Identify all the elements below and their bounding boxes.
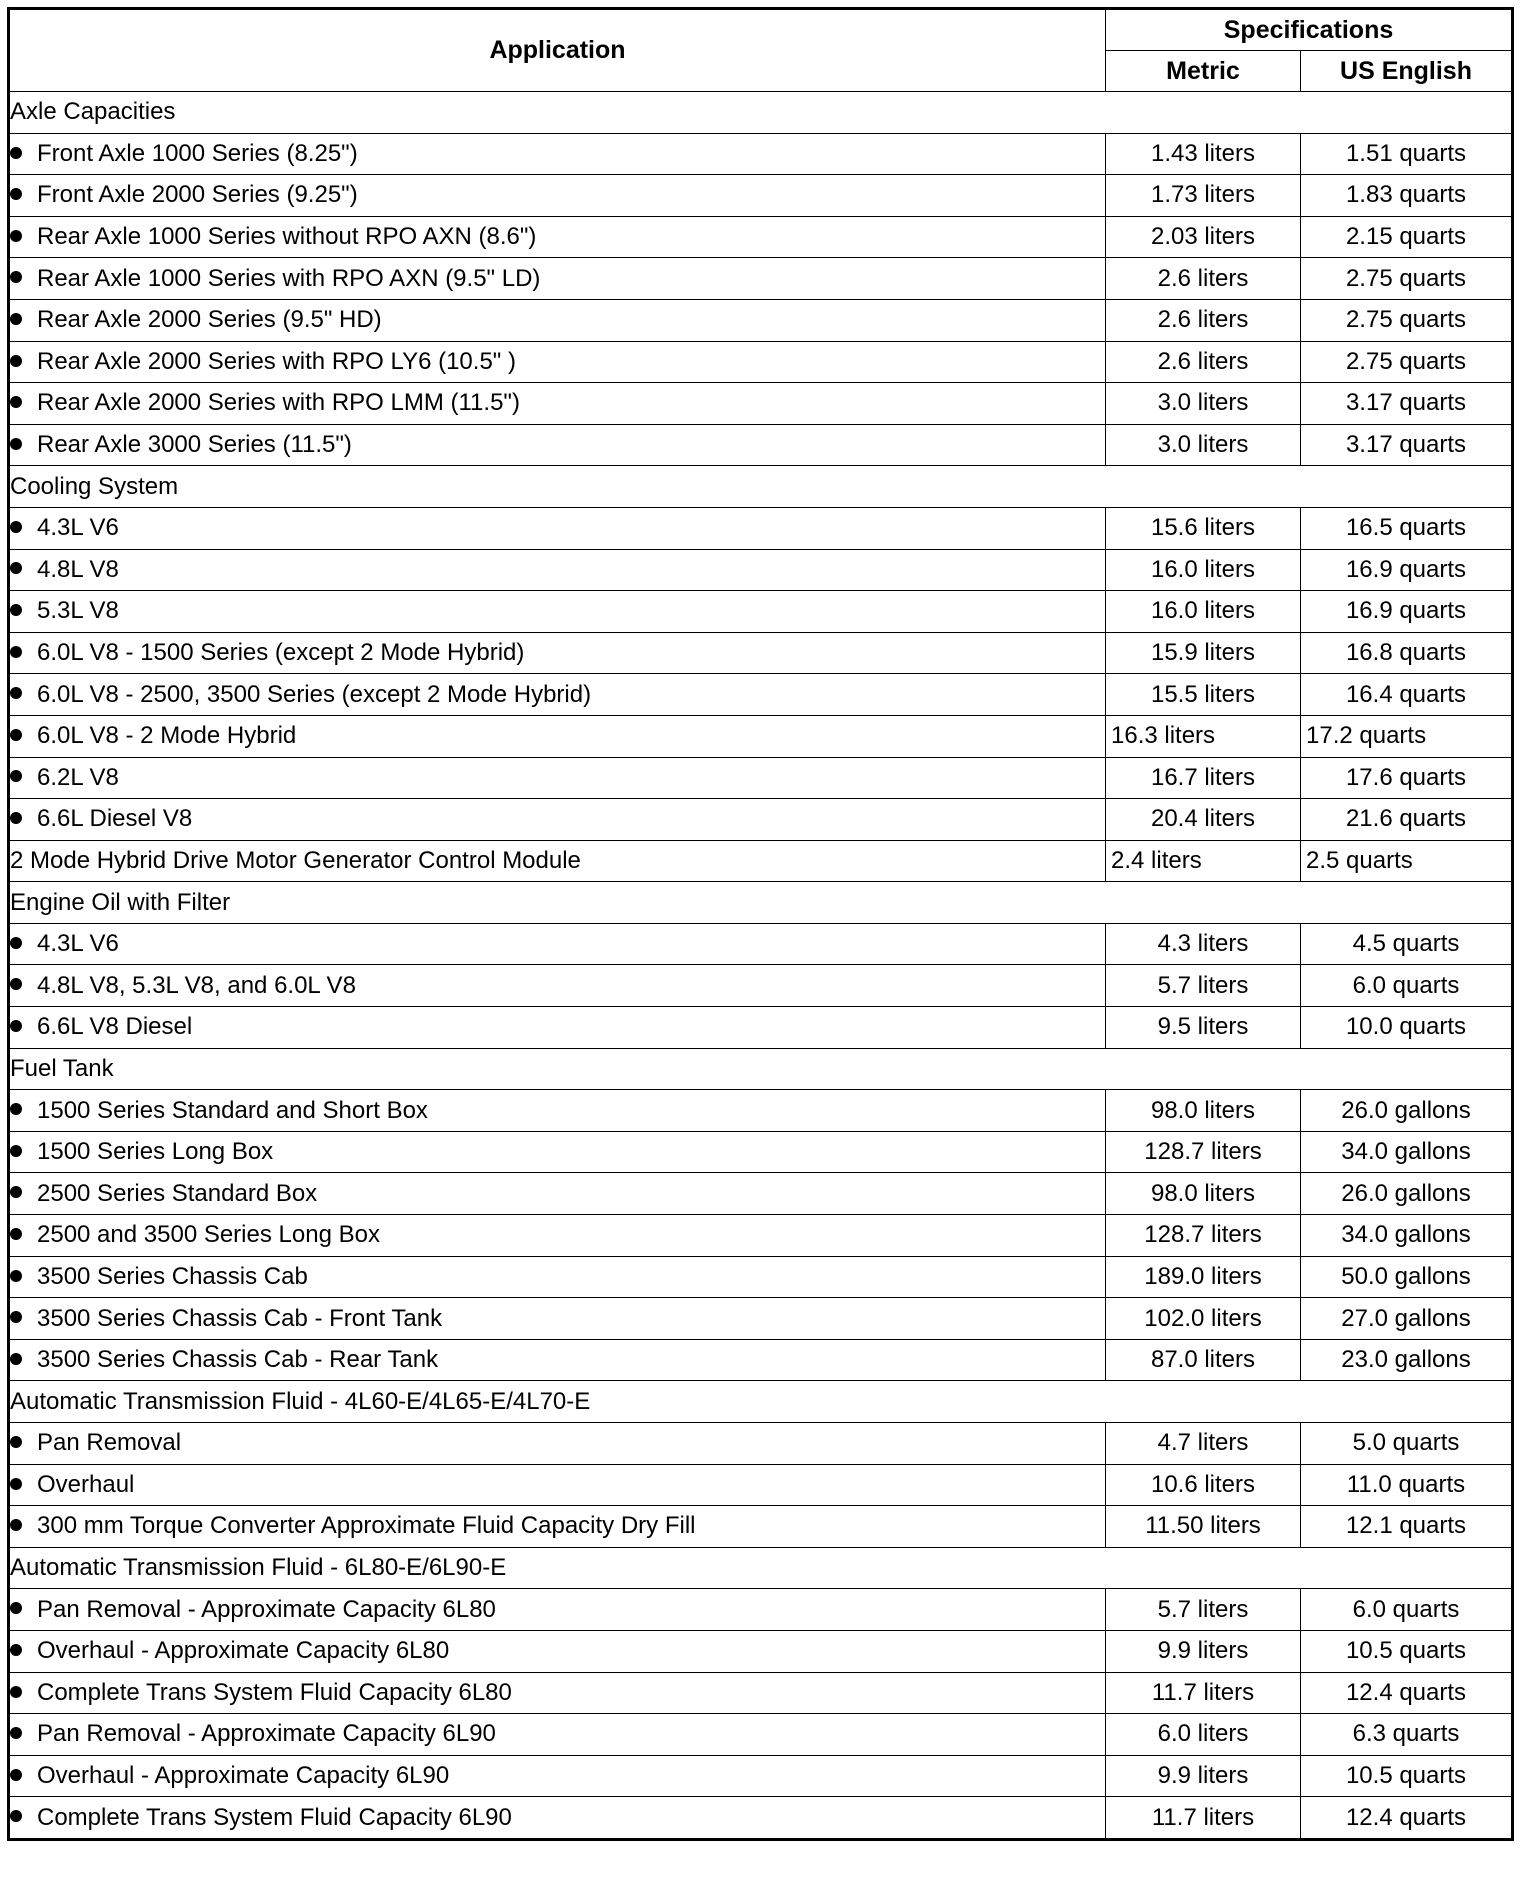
bullet-icon <box>10 1810 22 1822</box>
application-cell <box>9 1007 1106 1049</box>
application-cell <box>9 175 1106 217</box>
metric-value: 5.7 liters <box>1106 965 1301 1007</box>
bullet-icon <box>10 1145 22 1157</box>
us-english-value: 2.75 quarts <box>1301 299 1513 341</box>
metric-value: 9.9 liters <box>1106 1755 1301 1797</box>
table-row <box>9 1256 1513 1298</box>
table-row <box>9 1672 1513 1714</box>
application-label: 2500 Series Standard Box <box>37 1179 318 1207</box>
us-english-value: 16.8 quarts <box>1301 632 1513 674</box>
us-english-value: 1.83 quarts <box>1301 175 1513 217</box>
us-english-value: 16.9 quarts <box>1301 591 1513 633</box>
application-label: 4.3L V6 <box>37 930 119 958</box>
bullet-icon <box>10 313 22 325</box>
metric-value: 15.6 liters <box>1106 507 1301 549</box>
category-label: Automatic Transmission Fluid - 6L80-E/6L90-E <box>9 1547 1513 1589</box>
metric-value: 128.7 liters <box>1106 1131 1301 1173</box>
table-row <box>9 1131 1513 1173</box>
metric-value: 16.3 liters <box>1106 715 1301 757</box>
us-english-value: 11.0 quarts <box>1301 1464 1513 1506</box>
application-label: Rear Axle 1000 Series without RPO AXN (8.6") <box>37 223 537 251</box>
bullet-icon <box>10 1186 22 1198</box>
application-label: Pan Removal <box>37 1429 182 1457</box>
us-english-value: 2.75 quarts <box>1301 258 1513 300</box>
us-english-value: 23.0 gallons <box>1301 1339 1513 1381</box>
us-english-value: 4.5 quarts <box>1301 923 1513 965</box>
bullet-icon <box>10 1311 22 1323</box>
us-english-value: 6.0 quarts <box>1301 1589 1513 1631</box>
application-cell <box>9 1256 1106 1298</box>
specifications-header: Specifications <box>1106 9 1513 51</box>
application-cell <box>9 757 1106 799</box>
table-row <box>9 1215 1513 1257</box>
application-cell <box>9 1298 1106 1340</box>
table-row <box>9 341 1513 383</box>
category-row <box>9 466 1513 508</box>
table-row <box>9 715 1513 757</box>
application-cell <box>9 1173 1106 1215</box>
application-label: Overhaul - Approximate Capacity 6L90 <box>37 1762 450 1790</box>
metric-value: 9.5 liters <box>1106 1007 1301 1049</box>
application-cell <box>9 549 1106 591</box>
bullet-icon <box>10 1727 22 1739</box>
application-label: 6.2L V8 <box>37 763 119 791</box>
table-body <box>9 92 1513 1840</box>
application-label: Complete Trans System Fluid Capacity 6L80 <box>37 1678 512 1706</box>
application-cell <box>9 591 1106 633</box>
us-english-value: 10.0 quarts <box>1301 1007 1513 1049</box>
bullet-icon <box>10 937 22 949</box>
bullet-icon <box>10 646 22 658</box>
bullet-icon <box>10 1020 22 1032</box>
application-label: 4.8L V8 <box>37 555 119 583</box>
bullet-icon <box>10 770 22 782</box>
application-cell <box>9 507 1106 549</box>
table-row <box>9 1090 1513 1132</box>
application-label: 6.0L V8 - 2 Mode Hybrid <box>37 722 297 750</box>
us-english-value: 3.17 quarts <box>1301 383 1513 425</box>
us-english-value: 17.6 quarts <box>1301 757 1513 799</box>
metric-value: 102.0 liters <box>1106 1298 1301 1340</box>
bullet-icon <box>10 562 22 574</box>
category-label: Cooling System <box>9 466 1513 508</box>
application-cell <box>9 1339 1106 1381</box>
application-header: Application <box>9 9 1106 92</box>
us-english-value: 3.17 quarts <box>1301 424 1513 466</box>
application-cell <box>9 1215 1106 1257</box>
us-english-value: 6.0 quarts <box>1301 965 1513 1007</box>
table-row <box>9 757 1513 799</box>
application-label: Rear Axle 2000 Series with RPO LMM (11.5") <box>37 389 520 417</box>
table-row <box>9 299 1513 341</box>
application-cell <box>9 923 1106 965</box>
bullet-icon <box>10 147 22 159</box>
bullet-icon <box>10 521 22 533</box>
us-english-value: 34.0 gallons <box>1301 1215 1513 1257</box>
metric-value: 10.6 liters <box>1106 1464 1301 1506</box>
application-label: 6.6L V8 Diesel <box>37 1013 193 1041</box>
bullet-icon <box>10 1602 22 1614</box>
metric-value: 2.4 liters <box>1106 840 1301 882</box>
us-english-value: 12.4 quarts <box>1301 1797 1513 1840</box>
application-cell <box>9 1630 1106 1672</box>
category-row <box>9 1381 1513 1423</box>
application-cell <box>9 1714 1106 1756</box>
table-row <box>9 1797 1513 1840</box>
table-row <box>9 175 1513 217</box>
table-row <box>9 1007 1513 1049</box>
table-row <box>9 1589 1513 1631</box>
application-cell <box>9 258 1106 300</box>
table-row <box>9 1339 1513 1381</box>
application-label: Pan Removal - Approximate Capacity 6L80 <box>37 1595 496 1623</box>
application-label: 1500 Series Long Box <box>37 1138 274 1166</box>
metric-value: 128.7 liters <box>1106 1215 1301 1257</box>
bullet-icon <box>10 978 22 990</box>
table-row <box>9 1714 1513 1756</box>
us-english-value: 34.0 gallons <box>1301 1131 1513 1173</box>
application-label: 4.8L V8, 5.3L V8, and 6.0L V8 <box>37 971 356 999</box>
metric-value: 4.3 liters <box>1106 923 1301 965</box>
us-english-value: 6.3 quarts <box>1301 1714 1513 1756</box>
application-label: Complete Trans System Fluid Capacity 6L90 <box>37 1803 512 1831</box>
us-english-value: 27.0 gallons <box>1301 1298 1513 1340</box>
application-cell <box>9 133 1106 175</box>
bullet-icon <box>10 188 22 200</box>
fluid-capacities-table <box>7 7 1514 1841</box>
us-english-value: 5.0 quarts <box>1301 1423 1513 1465</box>
table-row <box>9 549 1513 591</box>
bullet-icon <box>10 812 22 824</box>
table-row <box>9 1298 1513 1340</box>
metric-value: 1.43 liters <box>1106 133 1301 175</box>
application-cell <box>9 383 1106 425</box>
metric-value: 2.6 liters <box>1106 258 1301 300</box>
bullet-icon <box>10 1270 22 1282</box>
us-english-value: 10.5 quarts <box>1301 1630 1513 1672</box>
metric-value: 1.73 liters <box>1106 175 1301 217</box>
us-english-value: 16.5 quarts <box>1301 507 1513 549</box>
bullet-icon <box>10 1478 22 1490</box>
application-cell <box>9 341 1106 383</box>
application-label: 5.3L V8 <box>37 597 119 625</box>
metric-value: 3.0 liters <box>1106 424 1301 466</box>
application-label: 3500 Series Chassis Cab - Front Tank <box>37 1304 443 1332</box>
table-row <box>9 840 1513 882</box>
bullet-icon <box>10 355 22 367</box>
bullet-icon <box>10 271 22 283</box>
category-label: Automatic Transmission Fluid - 4L60-E/4L65-E/4L70-E <box>9 1381 1513 1423</box>
application-label: 4.3L V6 <box>37 514 119 542</box>
metric-value: 2.6 liters <box>1106 341 1301 383</box>
us-english-header: US English <box>1301 51 1513 92</box>
bullet-icon <box>10 1519 22 1531</box>
table-row <box>9 923 1513 965</box>
application-label: Overhaul <box>37 1470 135 1498</box>
table-row <box>9 383 1513 425</box>
table-row <box>9 799 1513 841</box>
us-english-value: 12.1 quarts <box>1301 1506 1513 1548</box>
metric-value: 11.7 liters <box>1106 1797 1301 1840</box>
table-row <box>9 258 1513 300</box>
application-cell <box>9 299 1106 341</box>
bullet-icon <box>10 687 22 699</box>
application-cell <box>9 799 1106 841</box>
metric-value: 11.7 liters <box>1106 1672 1301 1714</box>
table-row <box>9 1423 1513 1465</box>
application-label: Rear Axle 1000 Series with RPO AXN (9.5" LD) <box>37 264 541 292</box>
category-label: Engine Oil with Filter <box>9 882 1513 924</box>
us-english-value: 2.15 quarts <box>1301 216 1513 258</box>
application-label: Front Axle 2000 Series (9.25") <box>37 181 358 209</box>
table-row <box>9 1755 1513 1797</box>
bullet-icon <box>10 230 22 242</box>
us-english-value: 16.4 quarts <box>1301 674 1513 716</box>
capacities-sheet <box>7 7 1511 1871</box>
metric-value: 189.0 liters <box>1106 1256 1301 1298</box>
table-row <box>9 965 1513 1007</box>
application-label: Pan Removal - Approximate Capacity 6L90 <box>37 1720 496 1748</box>
table-row <box>9 1173 1513 1215</box>
us-english-value: 50.0 gallons <box>1301 1256 1513 1298</box>
application-cell <box>9 1755 1106 1797</box>
application-label: Front Axle 1000 Series (8.25") <box>37 139 358 167</box>
application-label: Rear Axle 2000 Series (9.5" HD) <box>37 306 382 334</box>
application-cell <box>9 1423 1106 1465</box>
bullet-icon <box>10 438 22 450</box>
metric-value: 87.0 liters <box>1106 1339 1301 1381</box>
us-english-value: 1.51 quarts <box>1301 133 1513 175</box>
table-row <box>9 674 1513 716</box>
bullet-icon <box>10 1686 22 1698</box>
application-label: Rear Axle 3000 Series (11.5") <box>37 431 352 459</box>
bullet-icon <box>10 1228 22 1240</box>
application-cell <box>9 1090 1106 1132</box>
table-row <box>9 216 1513 258</box>
table-header-row <box>9 9 1513 51</box>
bullet-icon <box>10 1353 22 1365</box>
metric-value: 11.50 liters <box>1106 1506 1301 1548</box>
metric-value: 15.9 liters <box>1106 632 1301 674</box>
metric-value: 2.6 liters <box>1106 299 1301 341</box>
bullet-icon <box>10 1103 22 1115</box>
us-english-value: 26.0 gallons <box>1301 1090 1513 1132</box>
category-row <box>9 1547 1513 1589</box>
application-label: Overhaul - Approximate Capacity 6L80 <box>37 1637 450 1665</box>
bullet-icon <box>10 1769 22 1781</box>
metric-value: 2.03 liters <box>1106 216 1301 258</box>
metric-value: 4.7 liters <box>1106 1423 1301 1465</box>
application-label: 300 mm Torque Converter Approximate Fluid Capacity Dry Fill <box>37 1512 696 1540</box>
application-label: 6.6L Diesel V8 <box>37 805 193 833</box>
metric-value: 98.0 liters <box>1106 1090 1301 1132</box>
bullet-icon <box>10 604 22 616</box>
metric-value: 3.0 liters <box>1106 383 1301 425</box>
application-cell <box>9 674 1106 716</box>
us-english-value: 26.0 gallons <box>1301 1173 1513 1215</box>
us-english-value: 16.9 quarts <box>1301 549 1513 591</box>
application-cell <box>9 1464 1106 1506</box>
application-label: 2 Mode Hybrid Drive Motor Generator Control Module <box>9 840 1106 882</box>
table-row <box>9 1630 1513 1672</box>
metric-value: 5.7 liters <box>1106 1589 1301 1631</box>
application-label: 1500 Series Standard and Short Box <box>37 1096 428 1124</box>
application-cell <box>9 1131 1106 1173</box>
bullet-icon <box>10 1644 22 1656</box>
bullet-icon <box>10 729 22 741</box>
us-english-value: 2.5 quarts <box>1301 840 1513 882</box>
us-english-value: 2.75 quarts <box>1301 341 1513 383</box>
metric-value: 16.0 liters <box>1106 549 1301 591</box>
category-row <box>9 882 1513 924</box>
application-label: 3500 Series Chassis Cab <box>37 1262 308 1290</box>
metric-value: 15.5 liters <box>1106 674 1301 716</box>
us-english-value: 10.5 quarts <box>1301 1755 1513 1797</box>
us-english-value: 12.4 quarts <box>1301 1672 1513 1714</box>
table-row <box>9 591 1513 633</box>
metric-header: Metric <box>1106 51 1301 92</box>
table-row <box>9 632 1513 674</box>
metric-value: 16.0 liters <box>1106 591 1301 633</box>
metric-value: 6.0 liters <box>1106 1714 1301 1756</box>
category-row <box>9 92 1513 134</box>
application-cell <box>9 965 1106 1007</box>
category-label: Axle Capacities <box>9 92 1513 134</box>
metric-value: 9.9 liters <box>1106 1630 1301 1672</box>
application-label: 6.0L V8 - 2500, 3500 Series (except 2 Mode Hybrid) <box>37 680 592 708</box>
application-cell <box>9 1589 1106 1631</box>
metric-value: 98.0 liters <box>1106 1173 1301 1215</box>
application-cell <box>9 715 1106 757</box>
us-english-value: 17.2 quarts <box>1301 715 1513 757</box>
metric-value: 16.7 liters <box>1106 757 1301 799</box>
metric-value: 20.4 liters <box>1106 799 1301 841</box>
category-row <box>9 1048 1513 1090</box>
table-row <box>9 1464 1513 1506</box>
bullet-icon <box>10 1436 22 1448</box>
bullet-icon <box>10 396 22 408</box>
application-cell <box>9 1797 1106 1840</box>
application-cell <box>9 1506 1106 1548</box>
application-label: 6.0L V8 - 1500 Series (except 2 Mode Hybrid) <box>37 639 525 667</box>
table-row <box>9 424 1513 466</box>
application-cell <box>9 216 1106 258</box>
table-row <box>9 1506 1513 1548</box>
application-cell <box>9 632 1106 674</box>
application-label: 3500 Series Chassis Cab - Rear Tank <box>37 1346 439 1374</box>
us-english-value: 21.6 quarts <box>1301 799 1513 841</box>
application-cell <box>9 1672 1106 1714</box>
category-label: Fuel Tank <box>9 1048 1513 1090</box>
table-row <box>9 133 1513 175</box>
application-label: Rear Axle 2000 Series with RPO LY6 (10.5" ) <box>37 347 516 375</box>
application-cell <box>9 424 1106 466</box>
application-label: 2500 and 3500 Series Long Box <box>37 1221 380 1249</box>
table-row <box>9 507 1513 549</box>
